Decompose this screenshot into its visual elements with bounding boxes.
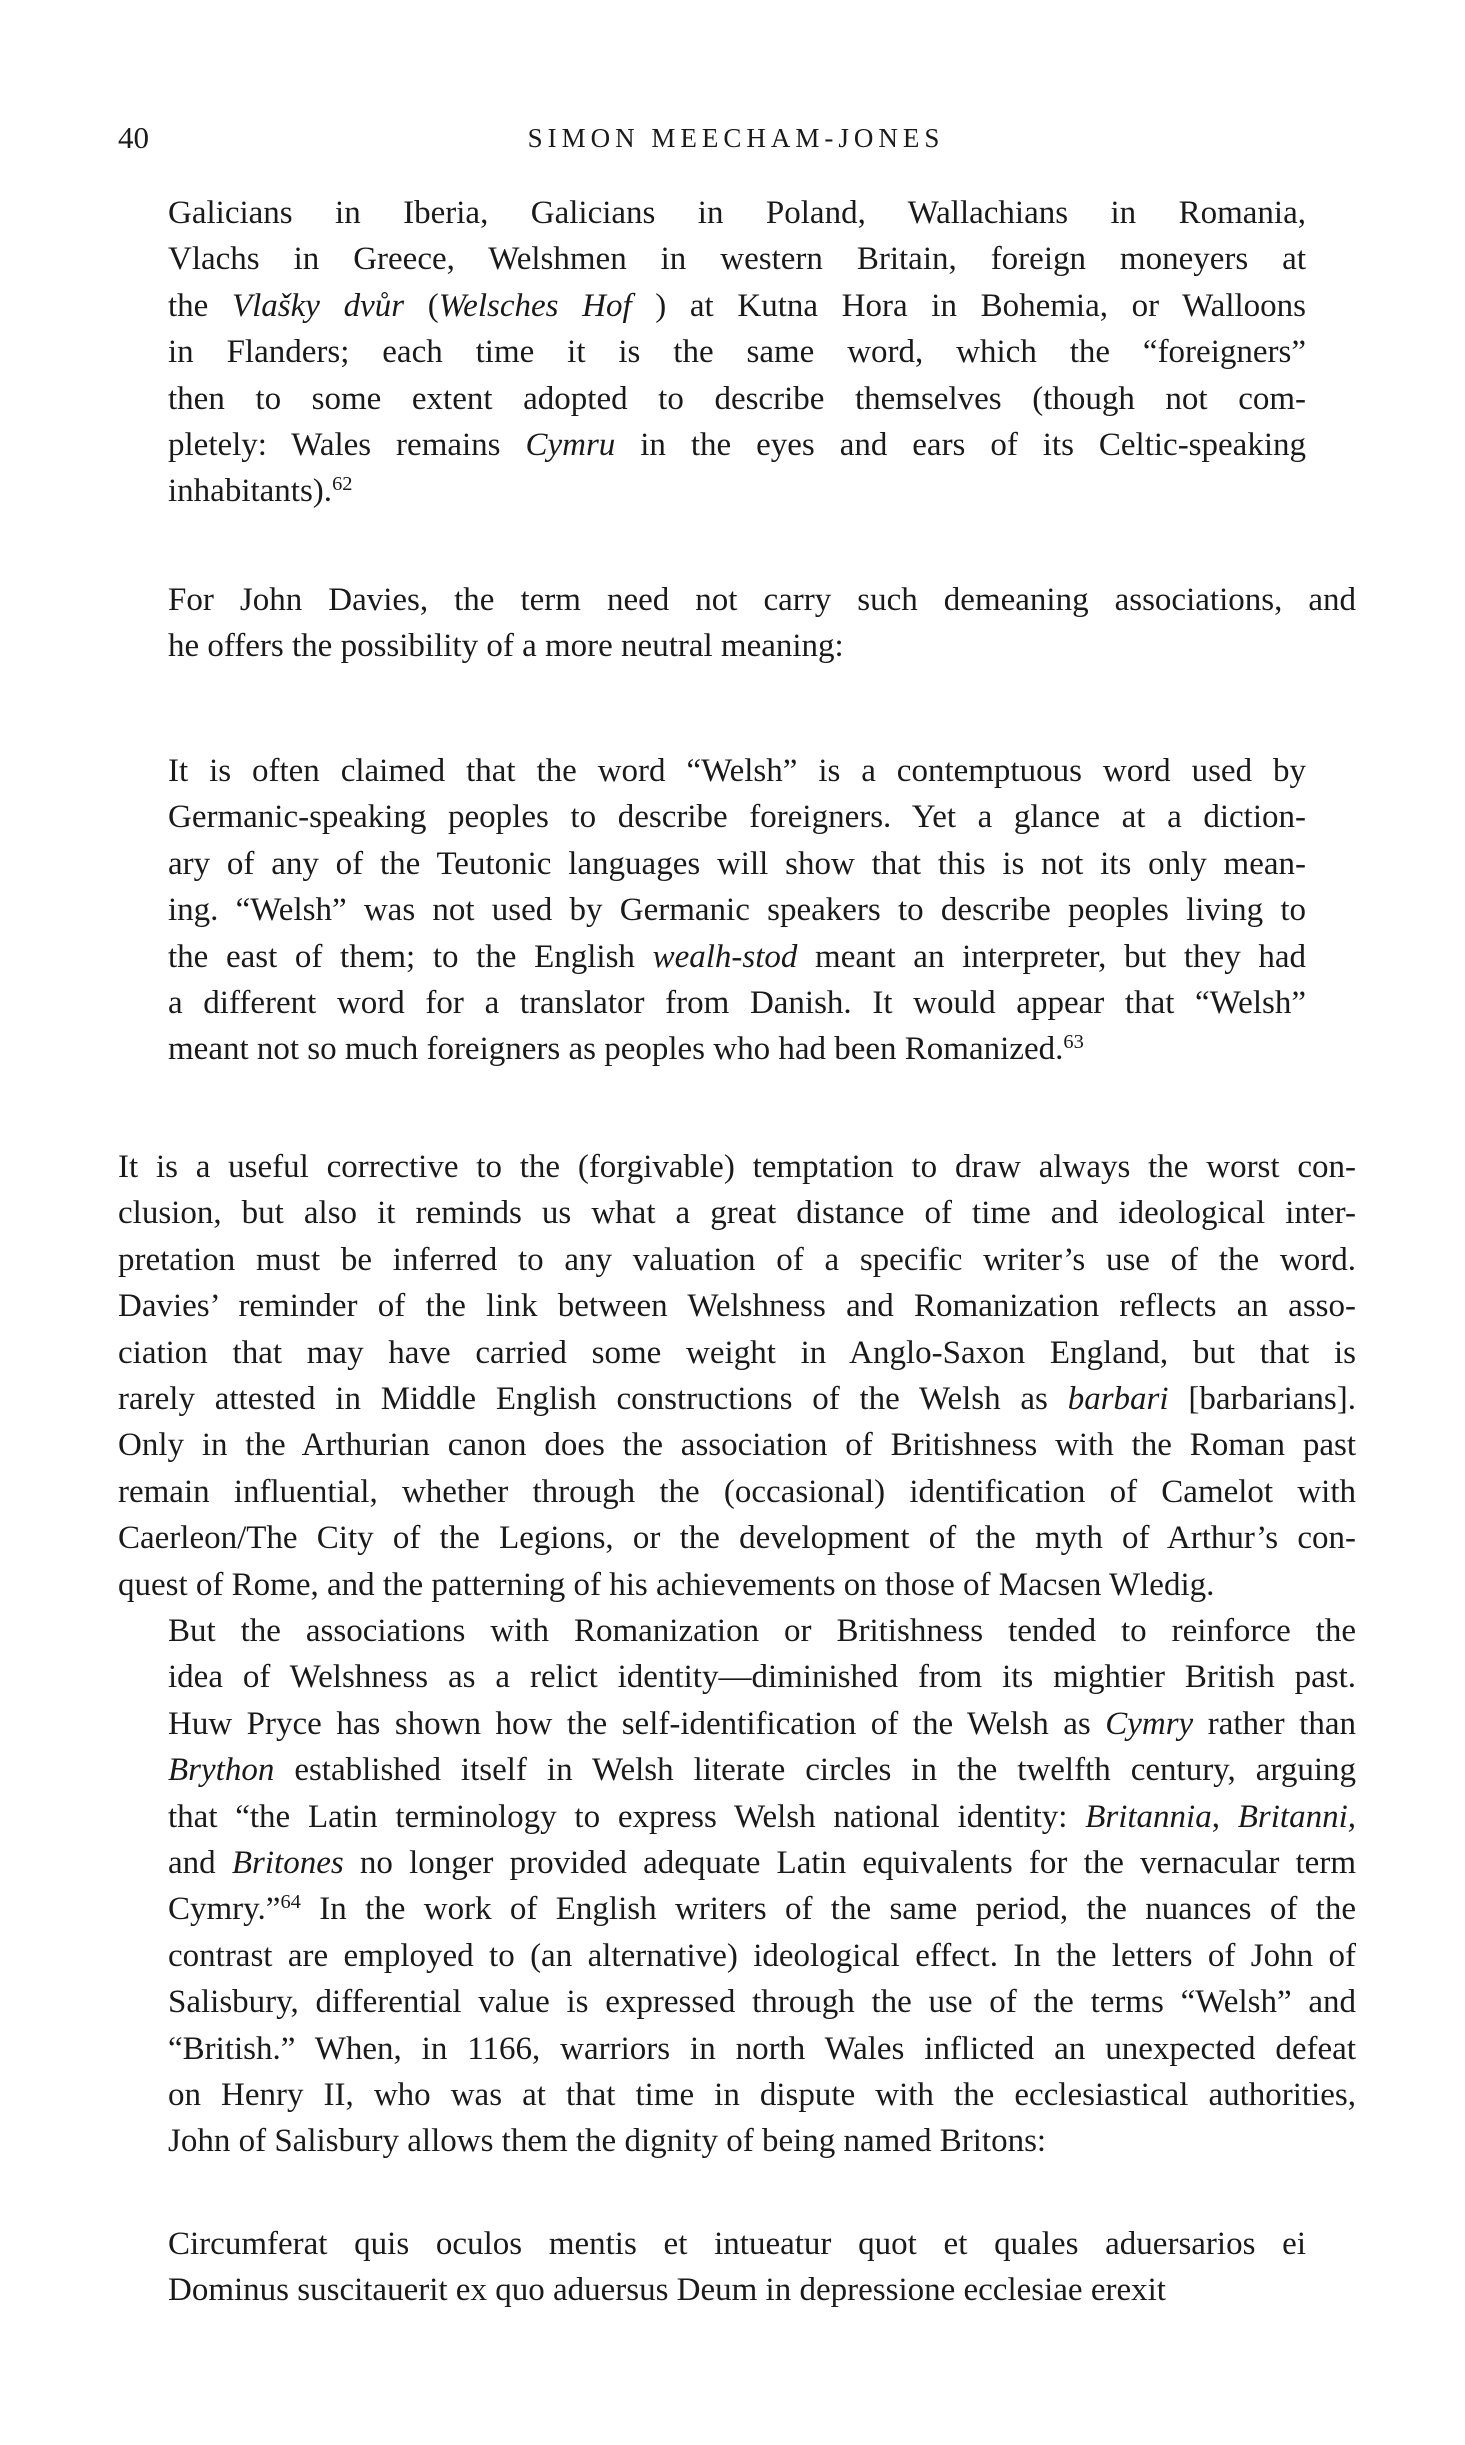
text-run: In the work of English writers of the same period, the nuances of the bbox=[300, 1891, 1356, 1928]
block-quote-davies bbox=[168, 748, 1306, 1073]
text-run: inhabitants). bbox=[168, 473, 333, 510]
text-line bbox=[118, 1608, 1356, 1654]
italic-text: Cymry bbox=[1105, 1705, 1194, 1742]
text-line bbox=[118, 1330, 1356, 1376]
text-run: It is a useful corrective to the (forgivable) temptation to draw always the worst con- bbox=[118, 1149, 1356, 1185]
text-line bbox=[118, 1376, 1356, 1422]
text-line bbox=[168, 236, 1306, 282]
text-line bbox=[118, 1190, 1356, 1236]
text-line bbox=[168, 934, 1306, 980]
text-line bbox=[118, 1562, 1356, 1608]
text-line bbox=[118, 1979, 1356, 2025]
text-run: Germanic-speaking peoples to describe foreigners. Yet a glance at a diction- bbox=[168, 799, 1306, 836]
text-run: ) at Kutna Hora in Bohemia, or Walloons bbox=[631, 287, 1306, 324]
text-run: quest of Rome, and the patterning of his achievements on those of Macsen Wledig. bbox=[118, 1566, 1215, 1603]
text-line bbox=[118, 1283, 1356, 1329]
text-line bbox=[168, 283, 1306, 329]
italic-text: Brython bbox=[168, 1752, 275, 1789]
text-line bbox=[118, 623, 1356, 669]
page-header bbox=[118, 118, 1354, 158]
text-run: [barbarians]. bbox=[1168, 1381, 1356, 1418]
text-run: Davies’ reminder of the link between Welshness and Romanization reflects an asso- bbox=[118, 1288, 1356, 1325]
text-line bbox=[118, 1422, 1356, 1468]
italic-text: barbari bbox=[1067, 1381, 1169, 1418]
text-run: Dominus suscitauerit ex quo aduersus Deum in depressione ecclesiae erexit bbox=[168, 2272, 1166, 2309]
text-line bbox=[118, 1654, 1356, 1700]
text-run: Huw Pryce has shown how the self-identification of the Welsh as bbox=[168, 1705, 1106, 1742]
text-line bbox=[118, 1144, 1356, 1190]
text-run: For John Davies, the term need not carry such demeaning associations, and bbox=[168, 582, 1356, 618]
text-line bbox=[118, 1886, 1356, 1932]
text-run: the east of them; to the English bbox=[168, 938, 653, 975]
text-run: established itself in Welsh literate circles in the twelfth century, arguing bbox=[274, 1752, 1356, 1789]
text-line bbox=[168, 329, 1306, 375]
text-run: he offers the possibility of a more neutral meaning: bbox=[168, 628, 844, 665]
text-run: “British.” When, in 1166, warriors in north Wales inflicted an unexpected defeat bbox=[168, 2030, 1356, 2067]
text-line bbox=[168, 887, 1306, 933]
text-line bbox=[118, 577, 1356, 623]
italic-text: wealh-stod bbox=[652, 938, 798, 975]
text-run: Only in the Arthurian canon does the association of Britishness with the Roman past bbox=[118, 1427, 1356, 1464]
text-run: idea of Welshness as a relict identity—diminished from its mightier British past. bbox=[168, 1659, 1356, 1696]
paragraph-useful-corrective bbox=[118, 1144, 1356, 1608]
italic-text: Britanni, bbox=[1237, 1798, 1357, 1835]
text-run: contrast are employed to (an alternative) ideological effect. In the letters of John of bbox=[168, 1937, 1356, 1974]
text-run: rather than bbox=[1193, 1705, 1356, 1742]
block-quote-latin bbox=[168, 2221, 1306, 2314]
text-line bbox=[118, 1747, 1356, 1793]
text-line bbox=[168, 748, 1306, 794]
text-run: clusion, but also it reminds us what a great distance of time and ideological inter- bbox=[118, 1195, 1356, 1232]
footnote-ref: 63 bbox=[1063, 1031, 1084, 1054]
text-run: John of Salisbury allows them the dignity of being named Britons: bbox=[168, 2123, 1047, 2160]
text-line bbox=[168, 376, 1306, 422]
text-line bbox=[168, 980, 1306, 1026]
text-run: and bbox=[168, 1845, 232, 1882]
text-run: ( bbox=[404, 287, 439, 324]
block-quote-galicians bbox=[168, 190, 1306, 515]
italic-text: Britones bbox=[231, 1845, 344, 1882]
text-run: ing. “Welsh” was not used by Germanic speakers to describe peoples living to bbox=[168, 892, 1306, 929]
paragraph-davies-intro bbox=[118, 577, 1356, 670]
text-run: meant not so much foreigners as peoples who had been Romanized. bbox=[168, 1031, 1064, 1068]
text-run: ary of any of the Teutonic languages will show that this is not its only mean- bbox=[168, 845, 1306, 882]
text-line bbox=[168, 1026, 1306, 1072]
text-line bbox=[118, 1469, 1356, 1515]
text-run: Cymry.” bbox=[168, 1891, 281, 1928]
text-run: ciation that may have carried some weight in Anglo-Saxon England, but that is bbox=[118, 1334, 1356, 1371]
text-run: rarely attested in Middle English constructions of the Welsh as bbox=[118, 1381, 1068, 1418]
text-line bbox=[118, 2026, 1356, 2072]
text-line bbox=[118, 2072, 1356, 2118]
page-number: 40 bbox=[118, 120, 149, 155]
text-run: remain influential, whether through the (occasional) identification of Camelot with bbox=[118, 1473, 1356, 1510]
footnote-ref: 64 bbox=[280, 1891, 301, 1914]
text-line bbox=[118, 1515, 1356, 1561]
text-run: in the eyes and ears of its Celtic-speaking bbox=[615, 427, 1306, 464]
text-run: in Flanders; each time it is the same word, which the “foreigners” bbox=[168, 334, 1306, 371]
text-run: Circumferat quis oculos mentis et intueatur quot et quales aduersarios ei bbox=[168, 2226, 1306, 2262]
text-run: no longer provided adequate Latin equivalents for the vernacular term bbox=[343, 1845, 1356, 1882]
text-line bbox=[168, 422, 1306, 468]
text-run: Vlachs in Greece, Welshmen in western Britain, foreign moneyers at bbox=[168, 241, 1306, 278]
text-run: pletely: Wales remains bbox=[168, 427, 526, 464]
italic-text: Vlašky dvůr bbox=[231, 287, 405, 324]
paragraph-associations-romanization bbox=[118, 1608, 1356, 2165]
text-line bbox=[168, 468, 1306, 514]
text-line bbox=[168, 190, 1306, 236]
italic-text: Welsches Hof bbox=[438, 287, 632, 324]
text-run: Galicians in Iberia, Galicians in Poland, Wallachians in Romania, bbox=[168, 195, 1306, 231]
text-line bbox=[118, 2118, 1356, 2164]
text-run: Caerleon/The City of the Legions, or the development of the myth of Arthur’s con- bbox=[118, 1520, 1356, 1557]
text-line bbox=[118, 1933, 1356, 1979]
text-line bbox=[168, 2221, 1306, 2267]
footnote-ref: 62 bbox=[332, 473, 353, 496]
text-line bbox=[168, 2267, 1306, 2313]
italic-text: Cymru bbox=[525, 427, 616, 464]
text-run: Salisbury, differential value is expressed through the use of the terms “Welsh” and bbox=[168, 1984, 1356, 2021]
text-run: But the associations with Romanization or Britishness tended to reinforce the bbox=[168, 1613, 1356, 1649]
text-run: meant an interpreter, but they had bbox=[797, 938, 1306, 975]
text-run: a different word for a translator from Danish. It would appear that “Welsh” bbox=[168, 985, 1306, 1022]
text-line bbox=[118, 1794, 1356, 1840]
text-line bbox=[168, 794, 1306, 840]
text-run: that “the Latin terminology to express Welsh national identity: bbox=[168, 1798, 1086, 1835]
text-line bbox=[118, 1840, 1356, 1886]
running-head: SIMON MEECHAM-JONES bbox=[527, 123, 945, 153]
italic-text: Britannia bbox=[1085, 1798, 1212, 1835]
text-run: the bbox=[168, 287, 232, 324]
text-run: then to some extent adopted to describe themselves (though not com- bbox=[168, 380, 1306, 417]
text-run: , bbox=[1211, 1798, 1238, 1835]
text-run: It is often claimed that the word “Welsh” is a contemptuous word used by bbox=[168, 753, 1306, 789]
text-line bbox=[118, 1237, 1356, 1283]
text-line bbox=[168, 841, 1306, 887]
text-run: pretation must be inferred to any valuation of a specific writer’s use of the word. bbox=[118, 1241, 1356, 1278]
text-run: on Henry II, who was at that time in dispute with the ecclesiastical authorities, bbox=[168, 2077, 1356, 2114]
text-line bbox=[118, 1701, 1356, 1747]
